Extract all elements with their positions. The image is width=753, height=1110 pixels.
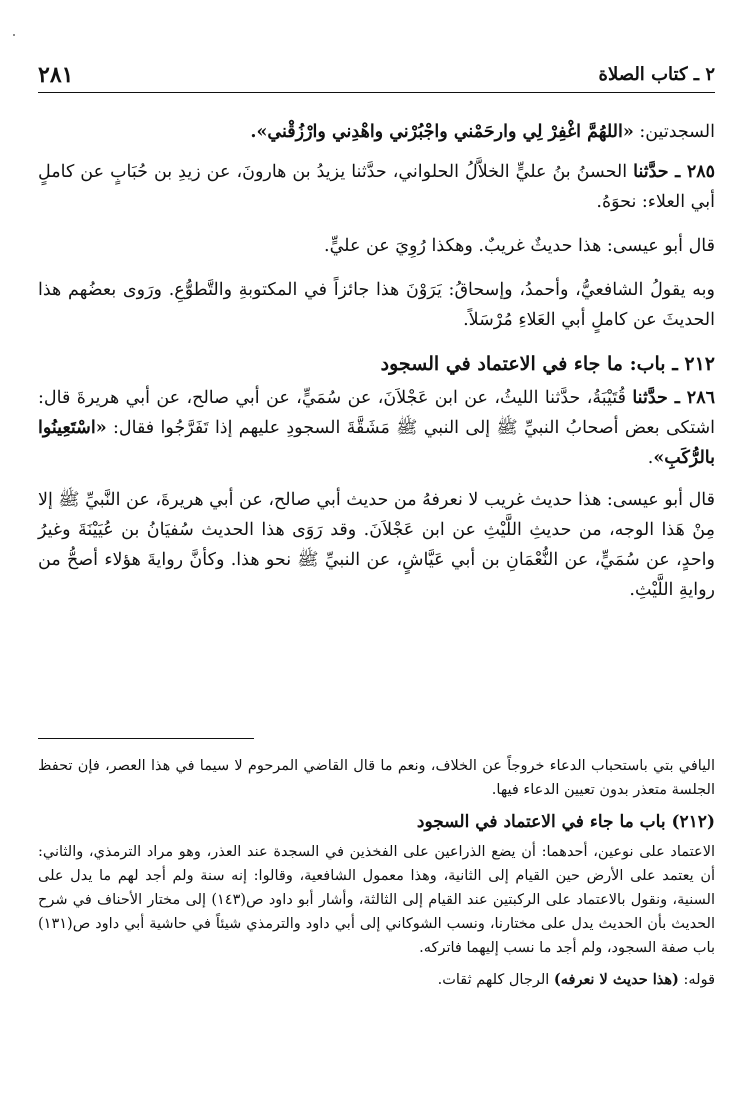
paragraph-abu-isa-2: قال أبو عيسى: هذا حديث غريب لا نعرفهُ من حديث أبي صالح، عن أبي هريرةَ، عن النَّبيِّ ﷺ إلا مِنْ هَذا الوجه، من حديثِ اللَّيْثِ عن ابن عَجْلاَنَ. وقد رَوَى هذا الحديث سُفيَانُ بن عُيَيْنَةَ وغيرُ واحدٍ، عن سُمَيٍّ، عن النُّعْمَانِ بن أبي عَيَّاشٍ، عن النبيِّ ﷺ نحو هذا. وكأنَّ روايةَ هؤلاء أصحُّ من روايةِ اللَّيْثِ. [38,490,715,600]
chapter-heading: ٢١٢ ـ باب: ما جاء في الاعتماد في السجود [380,353,715,375]
page-number: ٢٨١ [38,62,74,88]
hadith-chain: قُتَيْبَةُ، حدَّثنا الليثُ، عن ابن عَجْلاَنَ، عن سُمَيٍّ، عن أبي صالح، عن أبي هريرةَ قال: اشتكى بعض أصحابُ النبيِّ ﷺ إلى النبي ﷺ مَشَقَّةَ السجودِ عليهم إذا تَفَرَّجُوا فقال: [38,388,715,438]
paragraph-abu-isa-1: قال أبو عيسى: هذا حديثٌ غريبٌ. وهكذا رُوِيَ عن عليٍّ. [324,236,715,256]
footnotes [38,754,715,992]
page-header [38,62,715,93]
dua-prefix: السجدتين: [633,122,715,142]
paragraph-dua [38,117,715,147]
footnote-note [38,968,715,992]
hadith-opener: حدَّثنا [632,388,668,408]
paragraph-scholars: وبه يقولُ الشافعيُّ، وأحمدُ، وإسحاقُ: يَرَوْنَ هذا جائزاً في المكتوبةِ والتَّطوُّعِ. ورَوى بعضُهم هذا الحديثَ عن كاملٍ أبي العَلاءِ مُرْسَلاً. [38,280,715,330]
paragraph-hadith-286 [38,383,715,473]
hadith-end: . [647,448,654,468]
footnote-body: الاعتماد على نوعين، أحدهما: أن يضع الذراعين على الفخذين في السجدة عند العذر، وهو مراد الترمذي، والثاني: أن يعتمد على الأرض حين القيام إلى الثانية، وهذا معمول الشافعية، وقالوا: إنه سنة ولم أجد لهم ما يدل على السنية، ونقول بالاعتماد على الركبتين عند القيام إلى الثالثة، وأشار أبو داود ص(١٤٣) إلى مختار الأحناف في شرح الحديث بأن الحديث يدل على مختارنا، ونسب الشوكاني إلى أبي داود والترمذي شيئاً في حاشية أبي داود ص(١٣١) باب صفة السجود، ولم أجد ما نسب إليهما فاتركه. [38,844,715,956]
footnote-continuation: اليافي بتي باستحباب الدعاء خروجاً عن الخلاف، ونعم ما قال القاضي المرحوم لا سيما في هذا العصر، فإن تحفظ الجلسة متعذر بدون تعيين الدعاء فيها. [38,758,715,798]
scan-speck [13,34,15,36]
note-rest: الرجال كلهم ثقات. [437,972,554,988]
footnote-heading: (٢١٢) باب ما جاء في الاعتماد في السجود [416,812,715,832]
hadith-opener: حدَّثنا [633,162,669,182]
hadith-quote: «اسْتَعِينُوا بالرُّكَبِ» [38,418,715,468]
dua-text: «اللهُمَّ اغْفِرْ لِي وارحَمْني واجْبُرْني واهْدِني وارْزُقْني». [250,122,634,142]
footnote-separator [38,738,254,739]
hadith-chain: الحسنُ بنُ عليٍّ الخلاَّلُ الحلواني، حدَّثنا يزيدُ بن هارونَ، عن زيدِ بن حُبَابٍ عن كاملٍ أبي العلاء: نحوَهُ. [38,162,715,212]
note-bold: (هذا حديث لا نعرفه) [553,971,679,988]
note-prefix: قوله: [678,972,715,988]
hadith-number: ٢٨٦ ـ [667,388,715,408]
hadith-text [38,117,715,605]
chapter-title: ٢ ـ كتاب الصلاة [598,64,715,85]
paragraph-hadith-285 [38,157,715,217]
hadith-number: ٢٨٥ ـ [668,162,716,182]
